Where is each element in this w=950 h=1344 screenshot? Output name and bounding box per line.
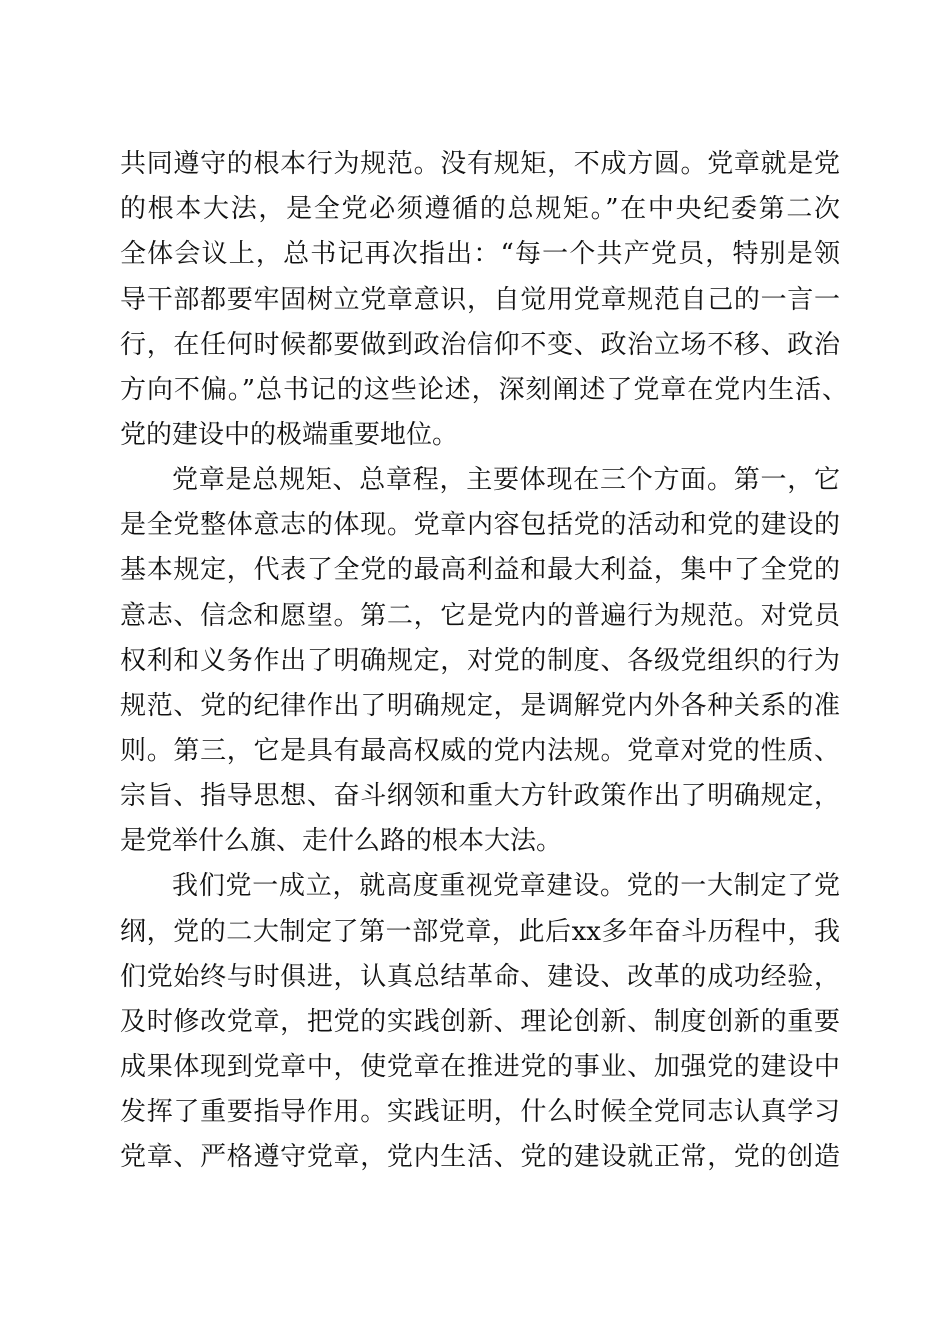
text-line: 权利和义务作出了明确规定，对党的制度、各级党组织的行为	[120, 646, 840, 676]
paragraph-first-line: 我们党一成立，就高度重视党章建设。党的一大制定了党	[172, 871, 840, 901]
text-line: 是全党整体意志的体现。党章内容包括党的活动和党的建设的	[120, 510, 840, 540]
text-line: 宗旨、指导思想、奋斗纲领和重大方针政策作出了明确规定，	[120, 781, 840, 811]
text-line: 们党始终与时俱进，认真总结革命、建设、改革的成功经验，	[120, 962, 840, 992]
text-line: 党章、严格遵守党章，党内生活、党的建设就正常，党的创造	[120, 1142, 840, 1172]
text-line: 基本规定，代表了全党的最高利益和最大利益，集中了全党的	[120, 555, 840, 585]
text-line: 共同遵守的根本行为规范。没有规矩，不成方圆。党章就是党	[120, 149, 840, 179]
text-line: 党的建设中的极端重要地位。	[120, 420, 459, 450]
text-line: 行，在任何时候都要做到政治信仰不变、政治立场不移、政治	[120, 330, 840, 360]
text-line: 的根本大法，是全党必须遵循的总规矩。”在中央纪委第二次	[120, 194, 840, 224]
paragraph-first-line: 党章是总规矩、总章程，主要体现在三个方面。第一，它	[172, 465, 840, 495]
text-line: 导干部都要牢固树立党章意识，自觉用党章规范自己的一言一	[120, 285, 840, 315]
text-line: 意志、信念和愿望。第二，它是党内的普遍行为规范。对党员	[120, 601, 840, 631]
text-line: 规范、党的纪律作出了明确规定，是调解党内外各种关系的准	[120, 691, 840, 721]
text-line: 方向不偏。”总书记的这些论述，深刻阐述了党章在党内生活、	[120, 375, 848, 405]
text-line: 发挥了重要指导作用。实践证明，什么时候全党同志认真学习	[120, 1097, 840, 1127]
text-line: 是党举什么旗、走什么路的根本大法。	[120, 826, 563, 856]
text-line: 全体会议上，总书记再次指出：“每一个共产党员，特别是领	[120, 239, 840, 269]
text-line: 则。第三，它是具有最高权威的党内法规。党章对党的性质、	[120, 736, 840, 766]
text-line: 及时修改党章，把党的实践创新、理论创新、制度创新的重要	[120, 1007, 840, 1037]
text-line: 成果体现到党章中，使党章在推进党的事业、加强党的建设中	[120, 1052, 840, 1082]
text-line: 纲，党的二大制定了第一部党章，此后xx多年奋斗历程中，我	[120, 917, 840, 947]
